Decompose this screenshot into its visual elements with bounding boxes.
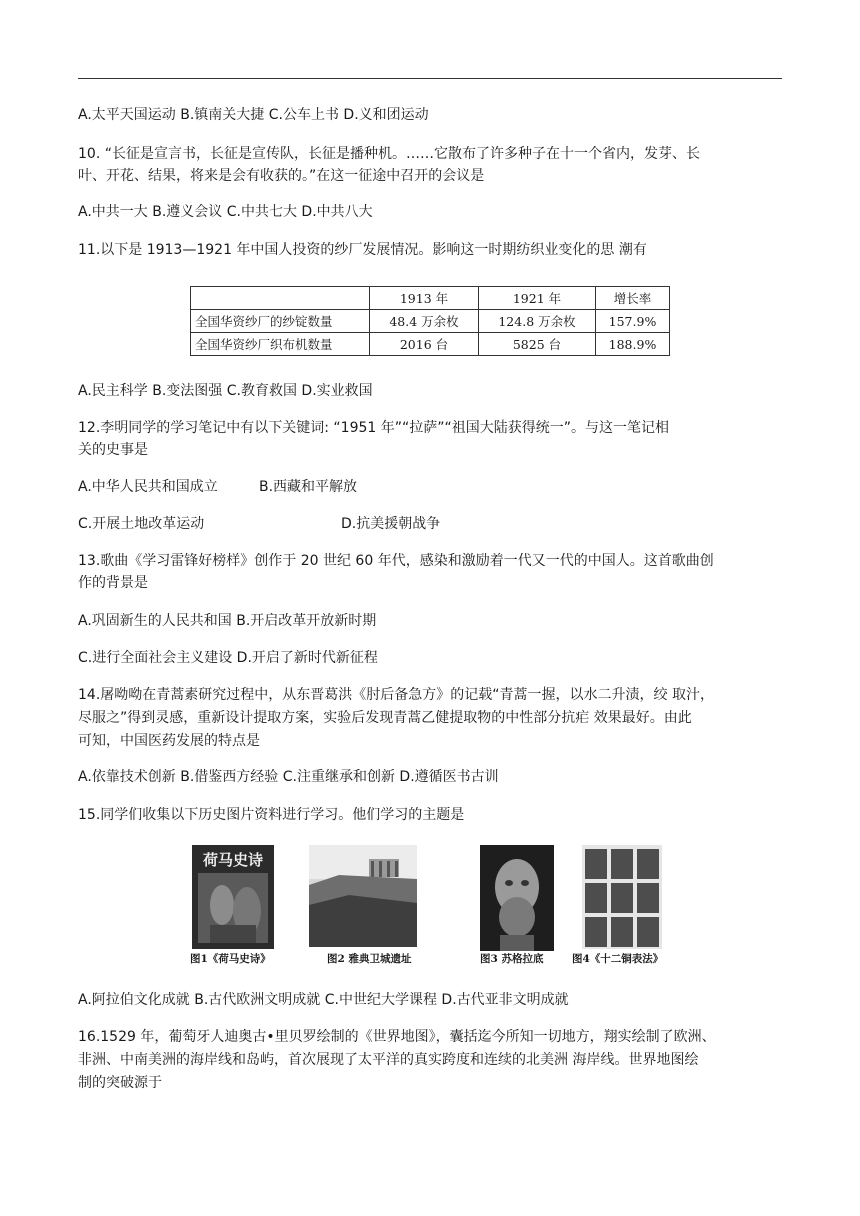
table-cell: 48.4 万余枚 [370,310,479,333]
q14-stem-line1: 14.屠呦呦在青蒿素研究过程中，从东晋葛洪《肘后备急方》的记载“青蒿一握，以水二升渍，绞 取汁， [78,687,714,703]
q16-stem-line1: 16.1529 年，葡萄牙人迪奥古•里贝罗绘制的《世界地图》，囊括迄今所知一切地方，翔实绘制了欧洲、 [78,1029,716,1045]
q14-stem-line3: 可知，中国医药发展的特点是 [78,733,260,749]
q13-options-row1: A.巩固新生的人民共和国 B.开启改革开放新时期 [78,613,377,629]
table-header-cell: 增长率 [596,287,670,310]
q13-options-row2: C.进行全面社会主义建设 D.开启了新时代新征程 [78,650,378,666]
acropolis-ruins-image [309,845,417,947]
q16-stem-line3: 制的突破源于 [78,1075,162,1091]
homer-epic-cover-image [192,845,274,949]
q12-stem-line1: 12.李明同学的学习笔记中有以下关键词: “1951 年”“拉萨”“祖国大陆获得统一”。与这一笔记相 [78,420,670,436]
q12-option-b: B.西藏和平解放 [259,479,358,495]
table-cell: 157.9% [596,310,670,333]
table-header-row [191,287,670,310]
header-rule [78,78,782,79]
table-header-cell [191,287,370,310]
q12-stem-line2: 关的史事是 [78,442,148,458]
q10-stem-line2: 叶、开花、结果，将来是会有收获的。”在这一征途中召开的会议是 [78,168,485,184]
q11-options: A.民主科学 B.变法图强 C.教育救国 D.实业救国 [78,383,373,399]
table-header-cell: 1913 年 [370,287,479,310]
table-row [191,310,670,333]
q12-option-c: C.开展土地改革运动 [78,516,205,532]
fig1-caption: 图1《荷马史诗》 [190,953,271,965]
table-cell: 5825 台 [479,333,596,356]
q16-stem-line2: 非洲、中南美洲的海岸线和岛屿，首次展现了太平洋的真实跨度和连续的北美洲 海岸线。世界地图绘 [78,1052,699,1068]
spindle-loom-table [190,286,670,356]
q15-stem: 15.同学们收集以下历史图片资料进行学习。他们学习的主题是 [78,807,465,823]
q10-stem-line1: 10. “长征是宣言书，长征是宣传队，长征是播种机。……它散布了许多种子在十一个省内，发芽、长 [78,146,700,162]
table-cell: 188.9% [596,333,670,356]
table-cell: 全国华资纱厂织布机数量 [191,333,370,356]
fig2-caption: 图2 雅典卫城遗址 [327,953,412,965]
table-header-cell: 1921 年 [479,287,596,310]
table-cell: 124.8 万余枚 [479,310,596,333]
q13-stem-line2: 作的背景是 [78,575,148,591]
q13-stem-line1: 13.歌曲《学习雷锋好榜样》创作于 20 世纪 60 年代，感染和激励着一代又一代的中国人。这首歌曲创 [78,553,714,569]
table-cell: 2016 台 [370,333,479,356]
q12-option-d: D.抗美援朝战争 [341,516,441,532]
q10-options: A.中共一大 B.遵义会议 C.中共七大 D.中共八大 [78,204,373,220]
q14-stem-line2: 尽服之”得到灵感，重新设计提取方案，实验后发现青蒿乙健提取物的中性部分抗疟 效果最好。由此 [78,710,692,726]
fig3-caption: 图3 苏格拉底 [480,953,544,965]
fig1-cover-title: 荷马史诗 [202,851,264,869]
fig4-caption: 图4《十二铜表法》 [572,953,664,965]
q12-option-a: A.中华人民共和国成立 [78,479,218,495]
q14-options: A.依靠技术创新 B.借鉴西方经验 C.注重继承和创新 D.遵循医书古训 [78,769,499,785]
table-cell: 全国华资纱厂的纱锭数量 [191,310,370,333]
table-row [191,333,670,356]
q11-stem: 11.以下是 1913—1921 年中国人投资的纱厂发展情况。影响这一时期纺织业变化的思 潮有 [78,242,647,258]
socrates-bust-image [480,845,554,951]
q9-options: A.太平天国运动 B.镇南关大捷 C.公车上书 D.义和团运动 [78,107,429,123]
q15-options: A.阿拉伯文化成就 B.古代欧洲文明成就 C.中世纪大学课程 D.古代亚非文明成就 [78,992,569,1008]
twelve-tables-image [582,845,662,949]
